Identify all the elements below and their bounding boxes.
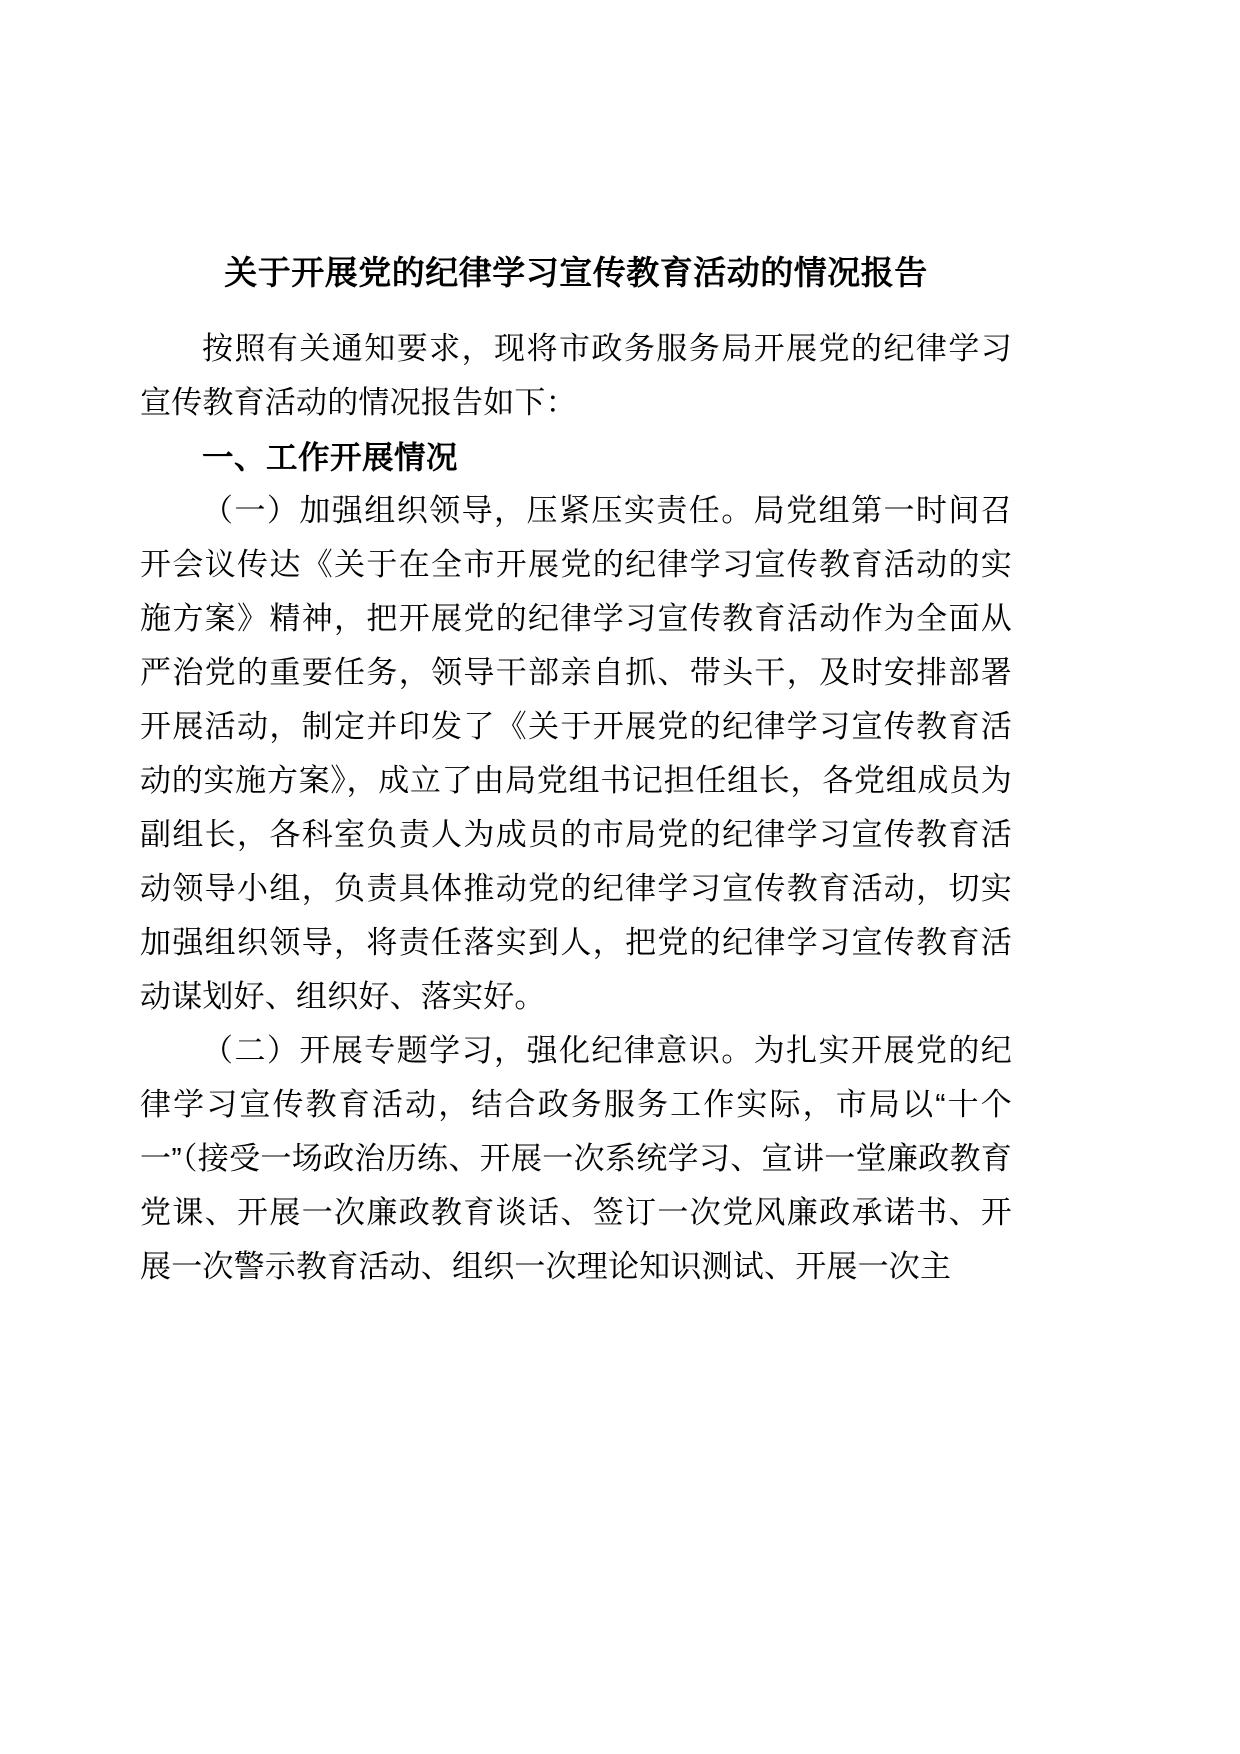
document-content <box>140 222 1012 1294</box>
paragraph-two-thematic-study: （二）开展专题学习，强化纪律意识。为扎实开展党的纪律学习宣传教育活动，结合政务服务工作实际，市局以“十个一”（接受一场政治历练、开展一次系统学习、宣讲一堂廉政教育党课、开展一次廉政教育谈话、签订一次党风廉政承诺书、开展一次警示教育活动、组织一次理论知识测试、开展一次主 <box>140 1033 1012 1284</box>
intro-paragraph: 按照有关通知要求，现将市政务服务局开展党的纪律学习宣传教育活动的情况报告如下： <box>140 331 1012 420</box>
title-spacer <box>140 300 1012 322</box>
document-title: 关于开展党的纪律学习宣传教育活动的情况报告 <box>224 254 928 291</box>
paragraph-one-organizational-leadership: （一）加强组织领导，压紧压实责任。局党组第一时间召开会议传达《关于在全市开展党的纪律学习宣传教育活动的实施方案》精神，把开展党的纪律学习宣传教育活动作为全面从严治党的重要任务，领导干部亲自抓、带头干，及时安排部署开展活动，制定并印发了《关于开展党的纪律学习宣传教育活动的实施方案》，成立了由局党组书记担任组长，各党组成员为副组长，各科室负责人为成员的市局党的纪律学习宣传教育活动领导小组，负责具体推动党的纪律学习宣传教育活动，切实加强组织领导，将责任落实到人，把党的纪律学习宣传教育活动谋划好、组织好、落实好。 <box>140 493 1012 1014</box>
section-heading-work-progress: 一、工作开展情况 <box>202 439 459 475</box>
